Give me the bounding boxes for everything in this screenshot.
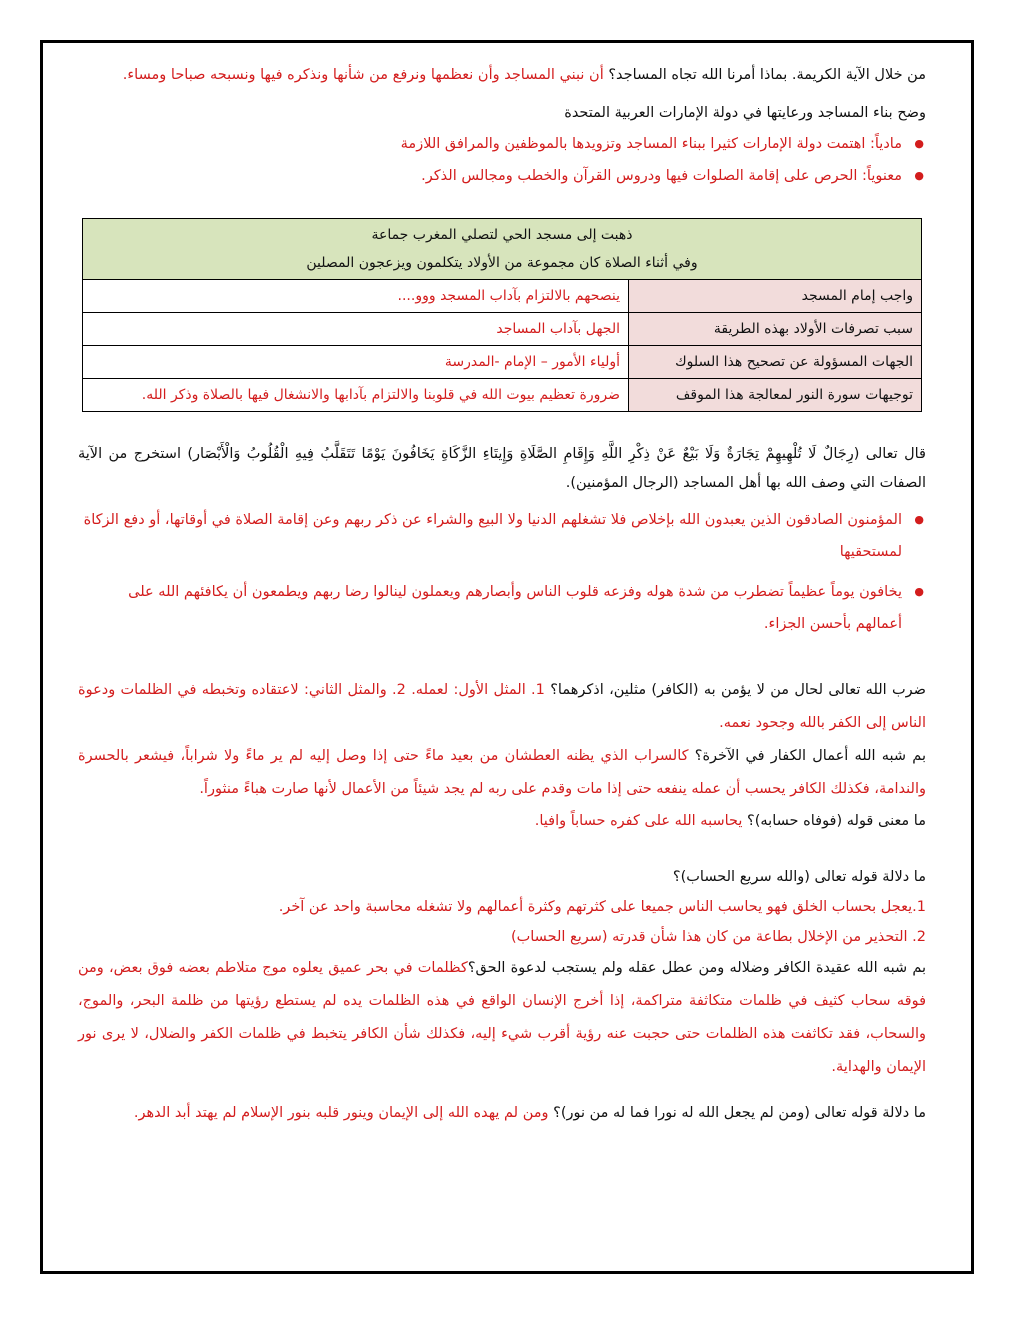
q-uae-list bbox=[78, 128, 926, 192]
question-text: بم شبه الله عقيدة الكافر وضلاله ومن عطل عقله ولم يستجب لدعوة الحق؟ bbox=[467, 960, 926, 976]
question-text: بم شبه الله أعمال الكفار في الآخرة؟ bbox=[688, 748, 926, 764]
q-reckoning bbox=[78, 806, 926, 836]
answer-text: يحاسبه الله على كفره حساباً وافيا. bbox=[534, 813, 743, 829]
q-light bbox=[78, 1098, 926, 1128]
table-row bbox=[83, 280, 922, 313]
row-label: الجهات المسؤولة عن تصحيح هذا السلوك bbox=[629, 346, 922, 379]
list-item: ● يخافون يوماً عظيماً تضطرب من شدة هوله وفزعه قلوب الناس وأبصارهم ويعملون لينالوا رضا ربهم ويطمعون أن يكافئهم الله على أعمالهم بأحسن الجزاء. bbox=[78, 576, 926, 640]
question-text: من خلال الآية الكريمة. بماذا أمرنا الله تجاه المساجد؟ bbox=[608, 67, 926, 83]
question-text: ضرب الله تعالى لحال من لا يؤمن به (الكافر) مثلين، اذكرهما؟ bbox=[544, 682, 926, 698]
q-swift-answer-2: 2. التحذير من الإخلال بطاعة من كان هذا شأن قدرته (سريع الحساب) bbox=[510, 929, 926, 945]
case-description: وفي أثناء الصلاة كان مجموعة من الأولاد يتكلمون ويزعجون المصلين bbox=[306, 255, 698, 271]
q-mirage bbox=[78, 740, 926, 806]
row-label: سبب تصرفات الأولاد بهذه الطريقة bbox=[629, 313, 922, 346]
list-item: ● المؤمنون الصادقون الذين يعبدون الله بإخلاص فلا تشغلهم الدنيا ولا البيع والشراء عن ذكر ربهم وعن إقامة الصلاة في أوقاتها، أو دفع الزكاة لمستحقيها bbox=[78, 504, 926, 568]
row-label: واجب إمام المسجد bbox=[629, 280, 922, 313]
answer-text: كالسراب الذي يظنه العطشان من بعيد ماءً حتى إذا وصل إليه لم ير ماءً ولا شراباً، فيشعر بالحسرة والندامة، فكذلك الكافر يحسب أن عمله ينفعه حتى إذا مات وقدم على ربه لم يجد شيئاً من الأعمال لأنها صارت هباءً منثوراً. bbox=[78, 748, 926, 797]
row-answer: ينصحهم بالالتزام بآداب المسجد ووو.... bbox=[83, 280, 629, 313]
list-item: ● مادياً: اهتمت دولة الإمارات كثيرا ببناء المساجد وتزويدها بالموظفين والمرافق اللازمة bbox=[78, 128, 926, 160]
answer-text: أن نبني المساجد وأن نعظمها ونرفع من شأنها ونذكره فيها ونسبحه صباحا ومساء. bbox=[122, 67, 609, 83]
q-uae-heading: وضح بناء المساجد ورعايتها في دولة الإمارات العربية المتحدة bbox=[564, 105, 926, 121]
row-answer: أولياء الأمور – الإمام -المدرسة bbox=[83, 346, 629, 379]
case-table bbox=[82, 218, 922, 412]
case-title: ذهبت إلى مسجد الحي لتصلي المغرب جماعة bbox=[371, 227, 633, 243]
q-darkness bbox=[78, 952, 926, 1084]
table-row bbox=[83, 379, 922, 412]
worksheet-content bbox=[78, 60, 926, 1128]
q-men-list bbox=[78, 504, 926, 640]
case-table-header bbox=[83, 219, 922, 280]
row-label: توجيهات سورة النور لمعالجة هذا الموقف bbox=[629, 379, 922, 412]
q-swift-answer-1: 1.يعجل بحساب الخلق فهو يحاسب الناس جميعا على كثرتهم وكثرة أعمالهم ولا تشغله محاسبة واحد عن آخر. bbox=[278, 899, 926, 915]
q-men-verse: قال تعالى (رِجَالٌ لَا تُلْهِيهِمْ تِجَارَةٌ وَلَا بَيْعٌ عَنْ ذِكْرِ اللَّهِ وَإِقَامِ الصَّلَاةِ وَإِيتَاءِ الزَّكَاةِ يَخَافُونَ يَوْمًا تَتَقَلَّبُ فِيهِ الْقُلُوبُ وَالْأَبْصَار) استخرج من الآية الصفات التي وصف الله بها أهل المساجد (الرجال المؤمنين). bbox=[78, 446, 926, 491]
q-mosques bbox=[78, 60, 926, 90]
row-answer: الجهل بآداب المساجد bbox=[83, 313, 629, 346]
answer-text: ومن لم يهده الله إلى الإيمان وينور قلبه بنور الإسلام لم يهتد أبد الدهر. bbox=[133, 1105, 549, 1121]
q-swift-question: ما دلالة قوله تعالى (والله سريع الحساب)؟ bbox=[672, 869, 926, 885]
question-text: ما معنى قوله (فوفاه حسابه)؟ bbox=[742, 813, 926, 829]
question-text: ما دلالة قوله تعالى (ومن لم يجعل الله له نورا فما له من نور)؟ bbox=[548, 1105, 926, 1121]
answer-text: كظلمات في بحر عميق يعلوه موج متلاطم بعضه فوق بعض، ومن فوقه سحاب كثيف في ظلمات متكاثفة متراكمة، إذا أخرج الإنسان الواقع في هذه الظلمات يده لم يستطع رؤيتها من ظلمة البحر، والموج، والسحاب، فقد تكاثفت هذه الظلمات حتى حجبت عنه رؤية أقرب شيء إليه، فكذلك شأن الكافر يتخبط في ظلمات الكفر والضلال، لا يرى نور الإيمان والهداية. bbox=[78, 960, 926, 1075]
table-row bbox=[83, 313, 922, 346]
q-parables bbox=[78, 674, 926, 740]
row-answer: ضرورة تعظيم بيوت الله في قلوبنا والالتزام بآدابها والانشغال فيها بالصلاة وذكر الله. bbox=[83, 379, 629, 412]
answer-text: 1. المثل الأول: لعمله. 2. والمثل الثاني: لاعتقاده وتخبطه في الظلمات ودعوة الناس إلى الكفر بالله وجحود نعمه. bbox=[78, 682, 926, 731]
table-row bbox=[83, 346, 922, 379]
list-item: ● معنوياً: الحرص على إقامة الصلوات فيها ودروس القرآن والخطب ومجالس الذكر. bbox=[78, 160, 926, 192]
